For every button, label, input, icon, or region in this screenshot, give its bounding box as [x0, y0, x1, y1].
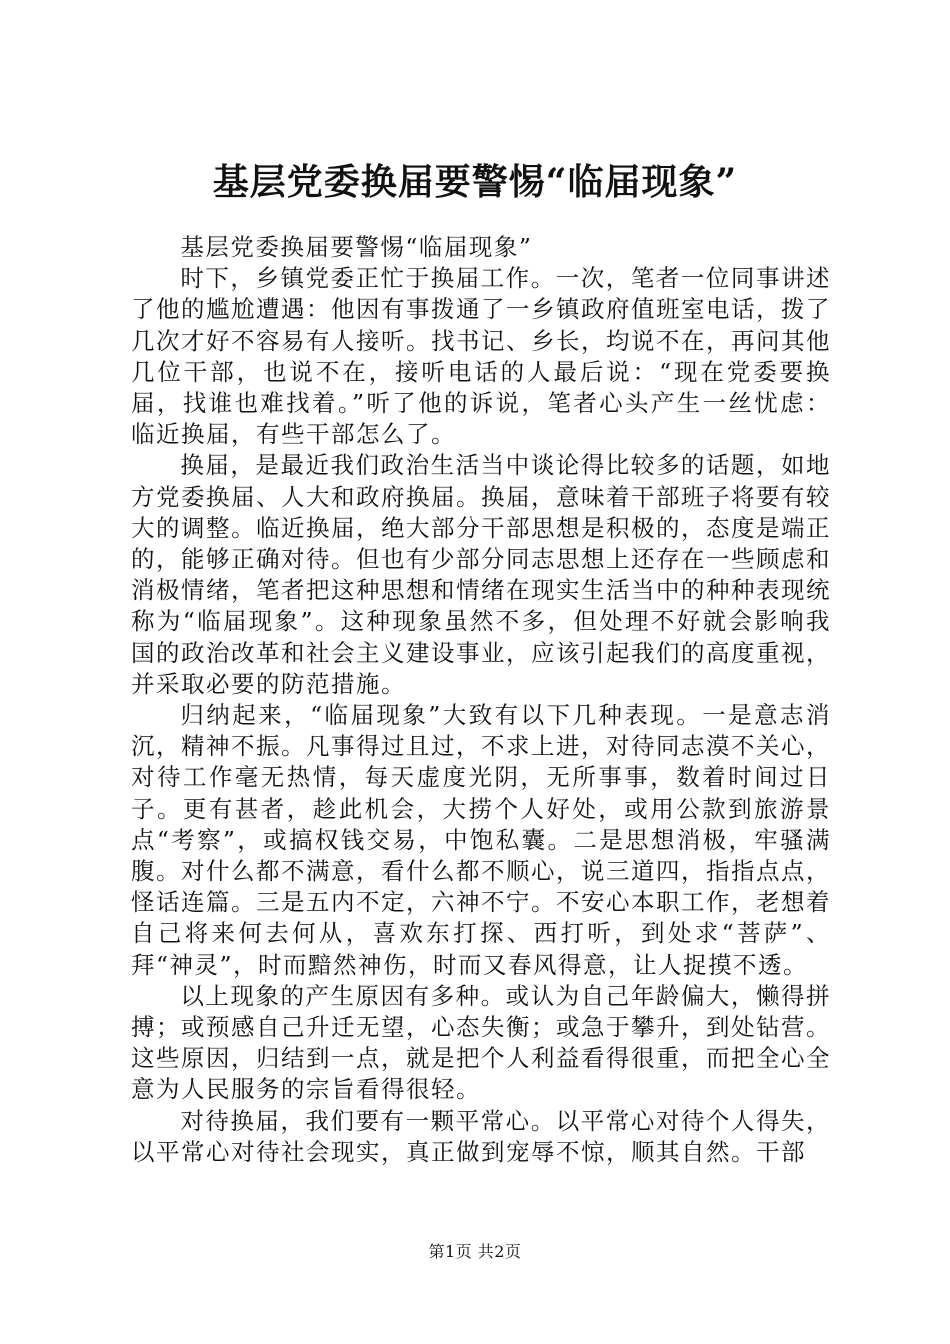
paragraph: 对待换届，我们要有一颗平常心。以平常心对待个人得失，以平常心对待社会现实，真正做到宠辱不惊，顺其自然。干部 — [131, 1106, 831, 1166]
page-footer: 第1页 共2页 — [428, 1242, 522, 1261]
paragraph-subtitle: 基层党委换届要警惕“临届现象” — [180, 233, 533, 261]
paragraph: 时下，乡镇党委正忙于换届工作。一次，笔者一位同事讲述了他的尴尬遭遇：他因有事拨通了一乡镇政府值班室电话，拨了几次才好不容易有人接听。找书记、乡长，均说不在，再问其他几位干部，也说不在，接听电话的人最后说：“现在党委要换届，找谁也难找着。”听了他的诉说，笔者心头产生一丝忧虑：临近换届，有些干部怎么了。 — [131, 264, 831, 449]
paragraph: 以上现象的产生原因有多种。或认为自己年龄偏大，懒得拼搏；或预感自己升迁无望，心态失衡；或急于攀升，到处钻营。这些原因，归结到一点，就是把个人利益看得很重，而把全心全意为人民服务的宗旨看得很轻。 — [131, 981, 831, 1104]
paragraph: 归纳起来，“临届现象”大致有以下几种表现。一是意志消沉，精神不振。凡事得过且过，不求上进，对待同志漠不关心，对待工作毫无热情，每天虚度光阴，无所事事，数着时间过日子。更有甚者，趁此机会，大捞个人好处，或用公款到旅游景点“考察”，或搞权钱交易，中饱私囊。二是思想消极，牢骚满腹。对什么都不满意，看什么都不顺心，说三道四，指指点点，怪话连篇。三是五内不定，六神不宁。不安心本职工作，老想着自己将来何去何从，喜欢东打探、西打听，到处求“菩萨”、拜“神灵”，时而黯然神伤，时而又春风得意，让人捉摸不透。 — [131, 701, 831, 979]
document-body — [131, 232, 831, 1168]
document-title: 基层党委换届要警惕“临届现象” — [212, 161, 738, 203]
paragraph: 换届，是最近我们政治生活当中谈论得比较多的话题，如地方党委换届、人大和政府换届。换届，意味着干部班子将要有较大的调整。临近换届，绝大部分干部思想是积极的，态度是端正的，能够正确对待。但也有少部分同志思想上还存在一些顾虑和消极情绪，笔者把这种思想和情绪在现实生活当中的种种表现统称为“临届现象”。这种现象虽然不多，但处理不好就会影响我国的政治改革和社会主义建设事业，应该引起我们的高度重视，并采取必要的防范措施。 — [131, 451, 831, 698]
